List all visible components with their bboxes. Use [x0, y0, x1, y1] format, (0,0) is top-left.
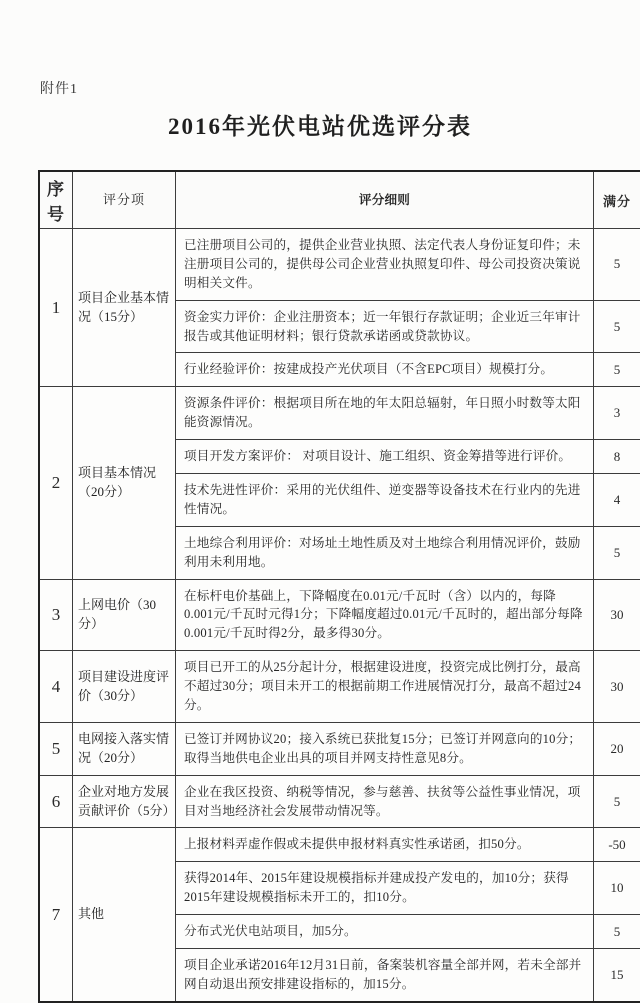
col-header-score: 满分 [594, 171, 640, 229]
max-score-value: 5 [594, 300, 640, 353]
table-row [39, 828, 640, 862]
scoring-detail-text: 土地综合利用评价：对场址土地性质及对土地综合利用情况评价，鼓励利用未利用地。 [176, 526, 594, 579]
table-row [39, 229, 640, 301]
row-number: 6 [39, 775, 73, 828]
scoring-detail-text: 分布式光伏电站项目，加5分。 [176, 915, 594, 949]
max-score-value: 4 [594, 474, 640, 527]
table-row [39, 387, 640, 440]
scoring-detail-text: 上报材料弄虚作假或未提供申报材料真实性承诺函，扣50分。 [176, 828, 594, 862]
scoring-detail-text: 已签订并网协议20；接入系统已获批复15分；已签订并网意向的10分；取得当地供电企业出具的项目并网支持性意见8分。 [176, 722, 594, 775]
row-number: 5 [39, 722, 73, 775]
table-row [39, 722, 640, 775]
scoring-table [38, 170, 640, 1003]
max-score-value: 15 [594, 949, 640, 1002]
scoring-detail-text: 已注册项目公司的，提供企业营业执照、法定代表人身份证复印件；未注册项目公司的，提供母公司企业营业执照复印件、母公司投资决策说明相关文件。 [176, 229, 594, 301]
max-score-value: 30 [594, 651, 640, 723]
row-number: 3 [39, 579, 73, 651]
scoring-detail-text: 技术先进性评价：采用的光伏组件、逆变器等设备技术在行业内的先进性情况。 [176, 474, 594, 527]
row-number: 2 [39, 387, 73, 579]
page-title: 2016年光伏电站优选评分表 [0, 108, 640, 141]
table-row [39, 579, 640, 651]
table-row [39, 775, 640, 828]
scoring-detail-text: 在标杆电价基础上，下降幅度在0.01元/千瓦时（含）以内的，每降0.001元/千瓦时元得1分；下降幅度超过0.01元/千瓦时的，超出部分每降0.001元/千瓦时得2分，最多得30分。 [176, 579, 594, 651]
scoring-item-label: 电网接入落实情况（20分） [73, 722, 176, 775]
max-score-value: 8 [594, 440, 640, 474]
scoring-detail-text: 行业经验评价：按建成投产光伏项目（不含EPC项目）规模打分。 [176, 353, 594, 387]
scoring-item-label: 项目基本情况（20分） [73, 387, 176, 579]
row-number: 4 [39, 651, 73, 723]
max-score-value: 5 [594, 915, 640, 949]
scoring-detail-text: 资金实力评价：企业注册资本；近一年银行存款证明；企业近三年审计报告或其他证明材料；银行贷款承诺函或贷款协议。 [176, 300, 594, 353]
max-score-value: 5 [594, 229, 640, 301]
col-header-detail: 评分细则 [176, 171, 594, 229]
max-score-value: 5 [594, 775, 640, 828]
attachment-label: 附件1 [40, 78, 78, 98]
max-score-value: 3 [594, 387, 640, 440]
scoring-detail-text: 项目企业承诺2016年12月31日前，备案装机容量全部并网，若未全部并网自动退出预安排建设指标的，加15分。 [176, 949, 594, 1002]
max-score-value: 20 [594, 722, 640, 775]
scoring-detail-text: 项目开发方案评价： 对项目设计、施工组织、资金筹措等进行评价。 [176, 440, 594, 474]
max-score-value: 30 [594, 579, 640, 651]
max-score-value: -50 [594, 828, 640, 862]
scoring-detail-text: 项目已开工的从25分起计分，根据建设进度，投资完成比例打分，最高不超过30分；项目未开工的根据前期工作进展情况打分，最高不超过24分。 [176, 651, 594, 723]
max-score-value: 5 [594, 353, 640, 387]
scoring-detail-text: 资源条件评价：根据项目所在地的年太阳总辐射，年日照小时数等太阳能资源情况。 [176, 387, 594, 440]
max-score-value: 10 [594, 862, 640, 915]
scoring-item-label: 上网电价（30分） [73, 579, 176, 651]
scoring-item-label: 项目企业基本情况（15分） [73, 229, 176, 387]
max-score-value: 5 [594, 526, 640, 579]
scoring-item-label: 项目建设进度评价（30分） [73, 651, 176, 723]
scoring-item-label: 企业对地方发展贡献评价（5分） [73, 775, 176, 828]
row-number: 1 [39, 229, 73, 387]
table-body [39, 229, 640, 1002]
header-row [39, 171, 640, 229]
table-header [39, 171, 640, 229]
col-header-no: 序号 [39, 171, 73, 229]
scoring-detail-text: 企业在我区投资、纳税等情况，参与慈善、扶贫等公益性事业情况，项目对当地经济社会发展带动情况等。 [176, 775, 594, 828]
row-number: 7 [39, 828, 73, 1002]
table-row [39, 651, 640, 723]
scoring-detail-text: 获得2014年、2015年建设规模指标并建成投产发电的，加10分；获得2015年建设规模指标未开工的，扣10分。 [176, 862, 594, 915]
scoring-item-label: 其他 [73, 828, 176, 1002]
col-header-item: 评分项 [73, 171, 176, 229]
